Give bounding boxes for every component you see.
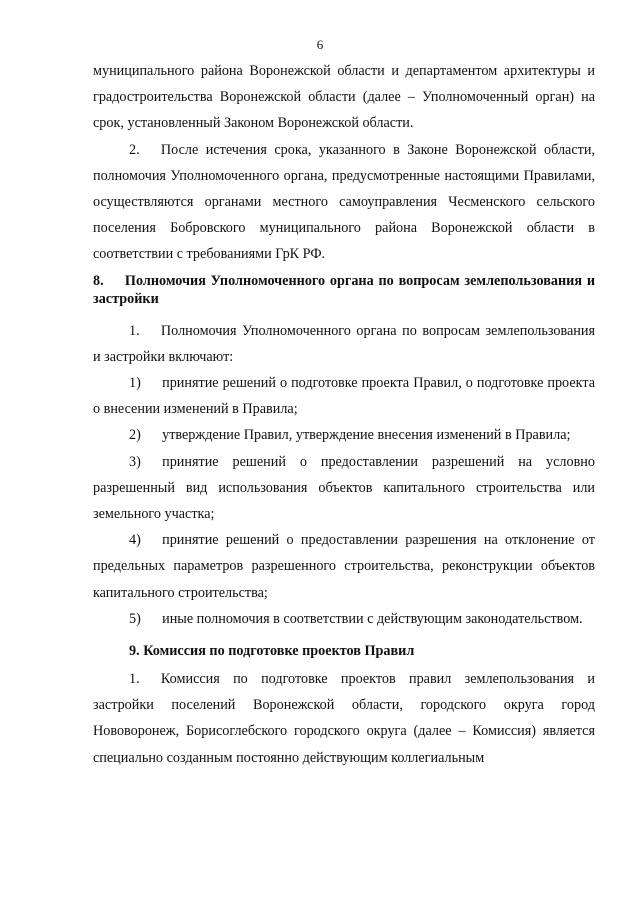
page-number: 6 — [316, 37, 324, 52]
list-item-2: 2) утверждение Правил, утверждение внесения изменений в Правила; — [129, 427, 571, 444]
list-item-1: 1) принятие решений о подготовке проекта Правил, о подготовке проекта о внесении изменений в Правила; — [93, 375, 595, 418]
list-item-4: 4) принятие решений о предоставлении разрешения на отклонение от предельных параметров разрешенного строительства, реконструкции объектов капитального строительства; — [93, 532, 595, 601]
paragraph-section-9-clause-1: 1. Комиссия по подготовке проектов правил землепользования и застройки поселений Воронежской области, городского округа город Нововоронеж, Борисоглебского городского округа (далее – Комиссия) является специально созданным постоянно действующим коллегиальным — [93, 671, 595, 766]
list-item-3: 3) принятие решений о предоставлении разрешений на условно разрешенный вид использования объектов капитального строительства или земельного участка; — [93, 453, 595, 523]
document-body — [93, 58, 595, 771]
section-heading-8: 8. Полномочия Уполномоченного органа по вопросам землепользования и застройки — [93, 272, 595, 307]
section-heading-9: 9. Комиссия по подготовке проектов Правил — [129, 643, 415, 660]
paragraph-clause-2: 2. После истечения срока, указанного в Законе Воронежской области, полномочия Уполномоченного органа, предусмотренные настоящими Правилами, осуществляются органами местного самоуправления Чесменского сельского поселения Бобровского муниципального района Воронежской области в соответствии с требованиями ГрК РФ. — [93, 141, 595, 263]
paragraph-continuation: муниципального района Воронежской области и департаментом архитектуры и градостроительства Воронежской области (далее – Уполномоченный орган) на срок, установленный Законом Воронежской области. — [93, 63, 595, 132]
list-item-5: 5) иные полномочия в соответствии с действующим законодательством. — [129, 610, 583, 627]
paragraph-section-8-clause-1: 1. Полномочия Уполномоченного органа по вопросам землепользования и застройки включают: — [93, 322, 595, 365]
